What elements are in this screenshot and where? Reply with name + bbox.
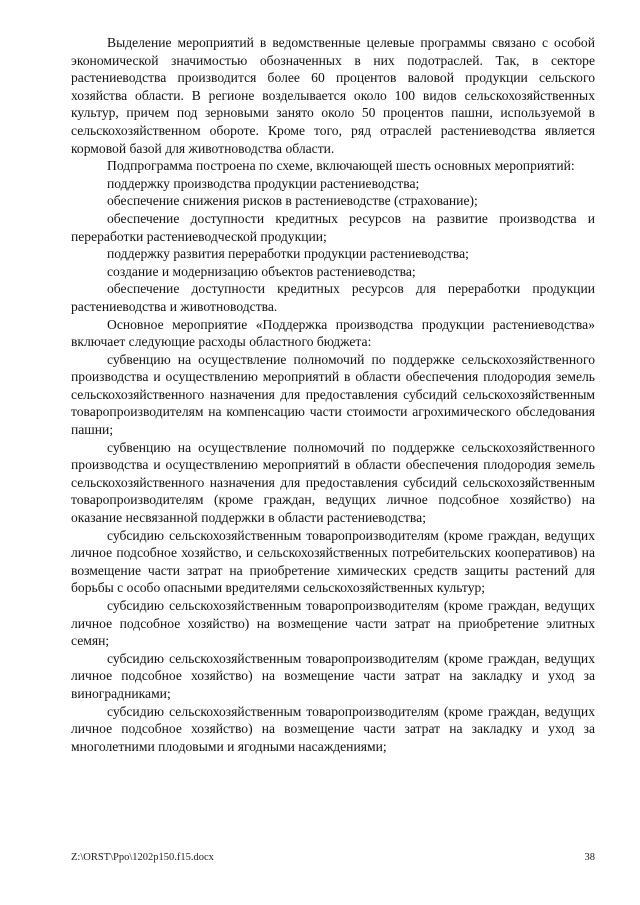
list-item: поддержку производства продукции растениеводства; (107, 175, 420, 191)
paragraph-subprogram: Подпрограмма построена по схеме, включающей шесть основных мероприятий: (107, 158, 575, 174)
list-item: обеспечение снижения рисков в растениеводстве (страхование); (107, 193, 478, 209)
paragraph-intro: Выделение мероприятий в ведомственные целевые программы связано с особой экономической значимостью обозначенных в них подотраслей. Так, в секторе растениеводства производится более 60 процентов валовой продукции сельского хозяйства области. В регионе возделывается около 100 видов сельскохозяйственных культур, причем под зерновыми занято около 50 процентов пашни, используемой в сельскохозяйственном обороте. Кроме того, ряд отраслей растениеводства является кормовой базой для животноводства области. (71, 35, 595, 156)
list-item: субвенцию на осуществление полномочий по поддержке сельскохозяйственного производства и осуществлению мероприятий в области обеспечения плодородия земель сельскохозяйственного назначения для предоставления субсидий сельскохозяйственным товаропроизводителям (кроме граждан, ведущих личное подсобное хозяйство) на оказание несвязанной поддержки в области растениеводства; (71, 439, 595, 526)
list-item: обеспечение доступности кредитных ресурсов на развитие производства и переработки растениеводческой продукции; (71, 210, 595, 244)
list-item: поддержку развития переработки продукции растениеводства; (107, 246, 469, 262)
document-body (71, 34, 595, 755)
list-item: субсидию сельскохозяйственным товаропроизводителям (кроме граждан, ведущих личное подсобное хозяйство, и сельскохозяйственных потребительских кооперативов) на возмещение части затрат на приобретение химических средств защиты растений для борьбы с особо опасными вредителями сельскохозяйственных культур; (71, 527, 595, 596)
list-item: субсидию сельскохозяйственным товаропроизводителям (кроме граждан, ведущих личное подсобное хозяйство) на возмещение части затрат на закладку и уход за многолетними плодовыми и ягодными насаждениями; (71, 703, 595, 754)
list-item: субсидию сельскохозяйственным товаропроизводителям (кроме граждан, ведущих личное подсобное хозяйство) на возмещение части затрат на приобретение элитных семян; (71, 598, 595, 649)
list-item: субсидию сельскохозяйственным товаропроизводителям (кроме граждан, ведущих личное подсобное хозяйство) на возмещение части затрат на закладку и уход за виноградниками; (71, 650, 595, 701)
file-path: Z:\ORST\Ppo\1202p150.f15.docx (71, 852, 214, 863)
list-item: обеспечение доступности кредитных ресурсов для переработки продукции растениеводства и животноводства. (71, 281, 595, 314)
list-item: создание и модернизацию объектов растениеводства; (107, 263, 416, 279)
list-item: субвенцию на осуществление полномочий по поддержке сельскохозяйственного производства и осуществлению мероприятий в области обеспечения плодородия земель сельскохозяйственного назначения для предоставления субсидий сельскохозяйственным товаропроизводителям на компенсацию части стоимости агрохимического обследования пашни; (71, 351, 595, 438)
paragraph-main-activity: Основное мероприятие «Поддержка производства продукции растениеводства» включает следующие расходы областного бюджета: (71, 316, 595, 350)
page-number: 38 (584, 852, 595, 863)
